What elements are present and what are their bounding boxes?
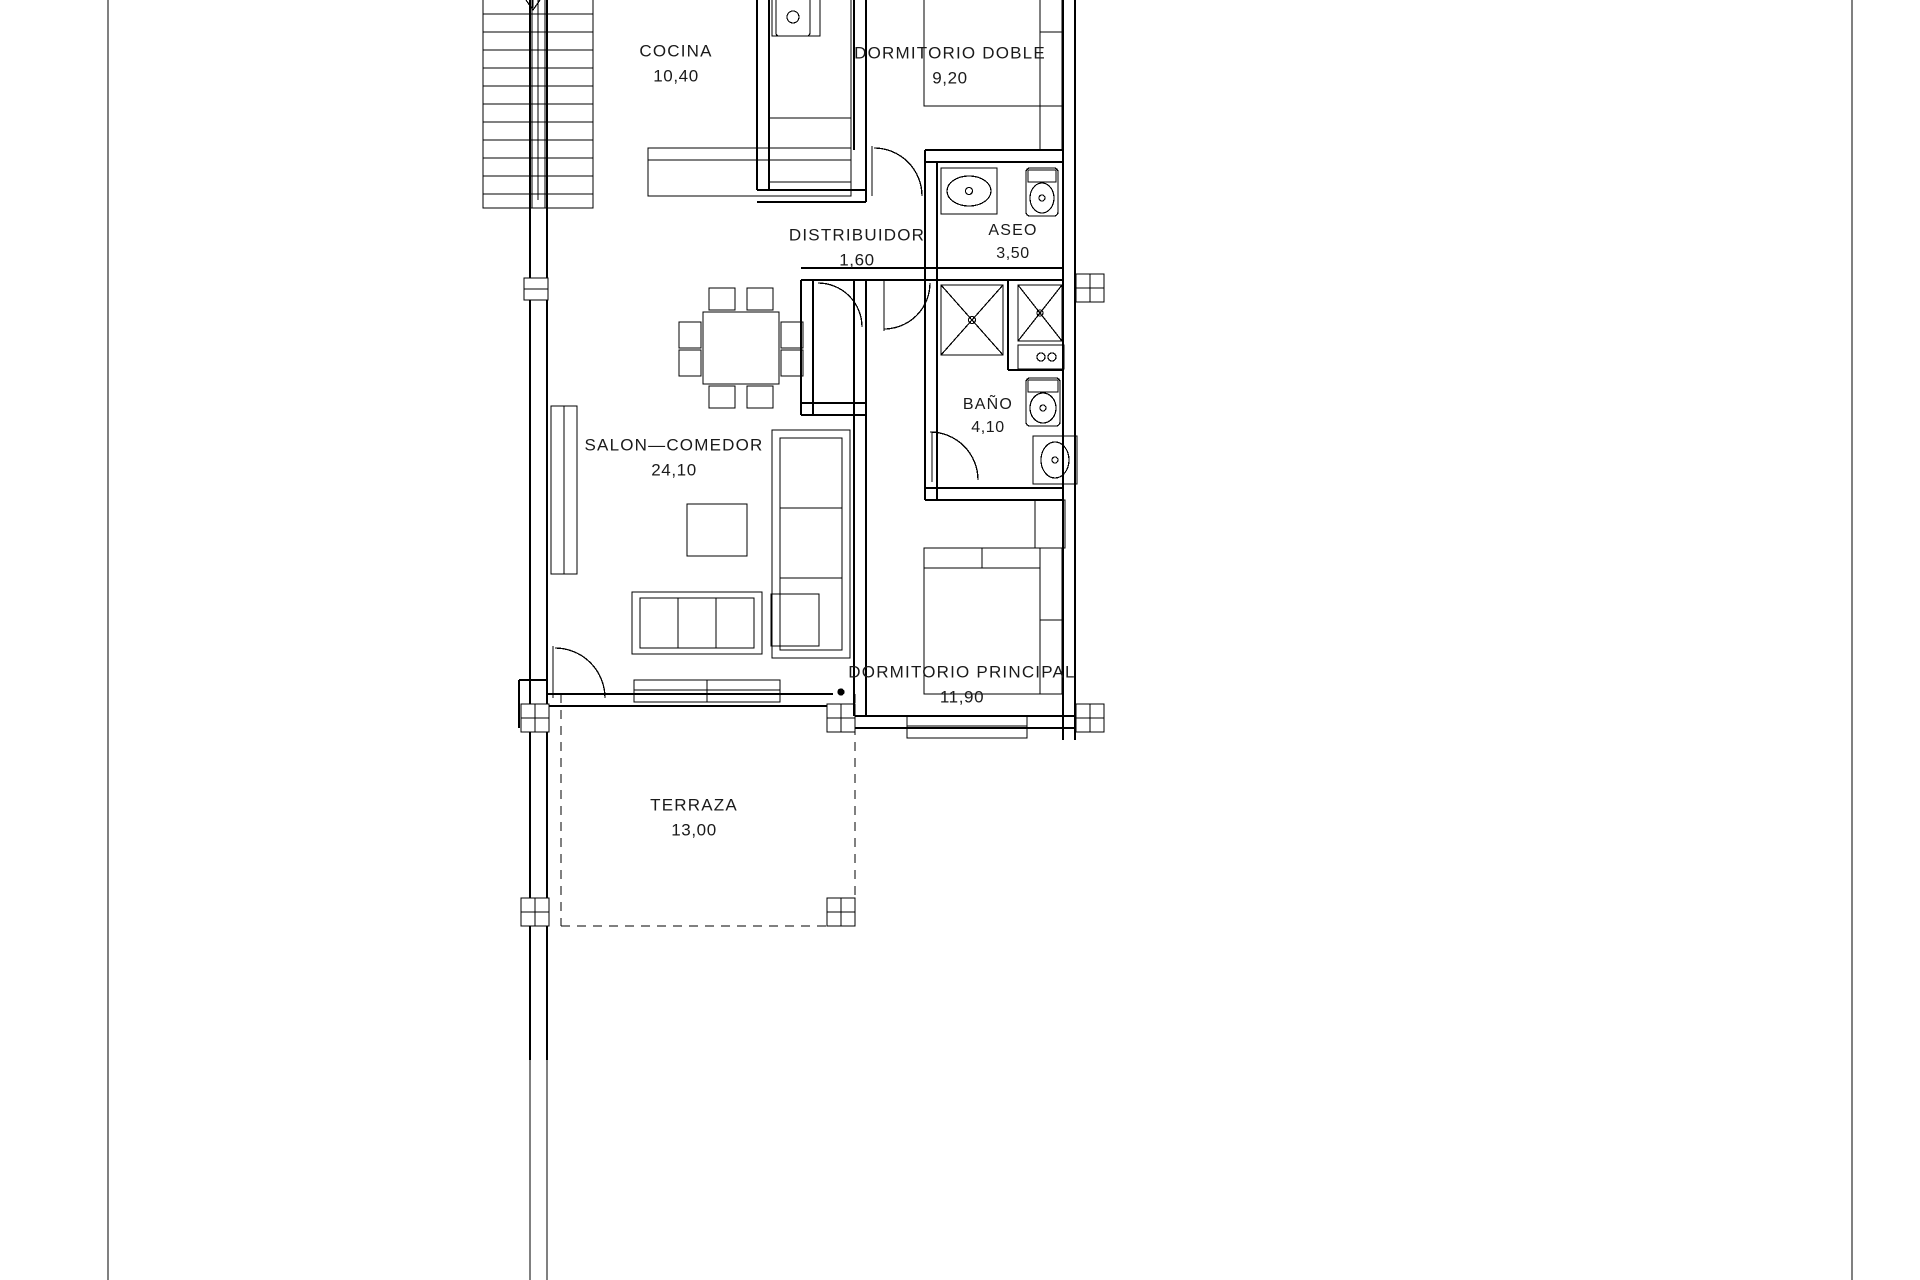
room-name: BAÑO bbox=[962, 395, 1014, 413]
room-name: SALON—COMEDOR bbox=[584, 435, 764, 455]
room-name: COCINA bbox=[639, 41, 713, 61]
room-area: 10,40 bbox=[653, 66, 699, 85]
terrace-outline bbox=[561, 694, 855, 926]
room-area: 1,60 bbox=[839, 250, 875, 269]
exterior-walls bbox=[519, 0, 1075, 740]
room-area: 13,00 bbox=[671, 820, 717, 839]
staircase bbox=[483, 0, 593, 208]
main-bedroom-furniture bbox=[838, 548, 1062, 738]
room-area: 4,10 bbox=[971, 419, 1005, 436]
dining-set bbox=[679, 288, 803, 408]
terrace-corner-pillars bbox=[827, 704, 855, 926]
living-room-furniture bbox=[551, 406, 850, 702]
room-name: DORMITORIO PRINCIPAL bbox=[848, 662, 1076, 682]
room-name: DORMITORIO DOBLE bbox=[854, 43, 1046, 63]
room-area: 24,10 bbox=[651, 460, 697, 479]
bano-fixtures bbox=[941, 285, 1077, 548]
room-area: 11,90 bbox=[939, 687, 985, 706]
room-name: DISTRIBUIDOR bbox=[788, 225, 926, 245]
room-name: TERRAZA bbox=[650, 795, 738, 815]
left-wall-openings bbox=[521, 278, 549, 926]
aseo-fixtures bbox=[941, 168, 1058, 216]
bedroom-double-furniture bbox=[924, 0, 1062, 150]
door-swings bbox=[553, 146, 978, 698]
lot-reference-lines bbox=[108, 0, 1852, 1280]
room-name: ASEO bbox=[988, 221, 1038, 239]
right-wall-openings bbox=[1076, 274, 1104, 732]
room-area: 9,20 bbox=[932, 68, 968, 87]
kitchen-fixtures bbox=[648, 0, 851, 196]
room-area: 3,50 bbox=[996, 245, 1030, 262]
